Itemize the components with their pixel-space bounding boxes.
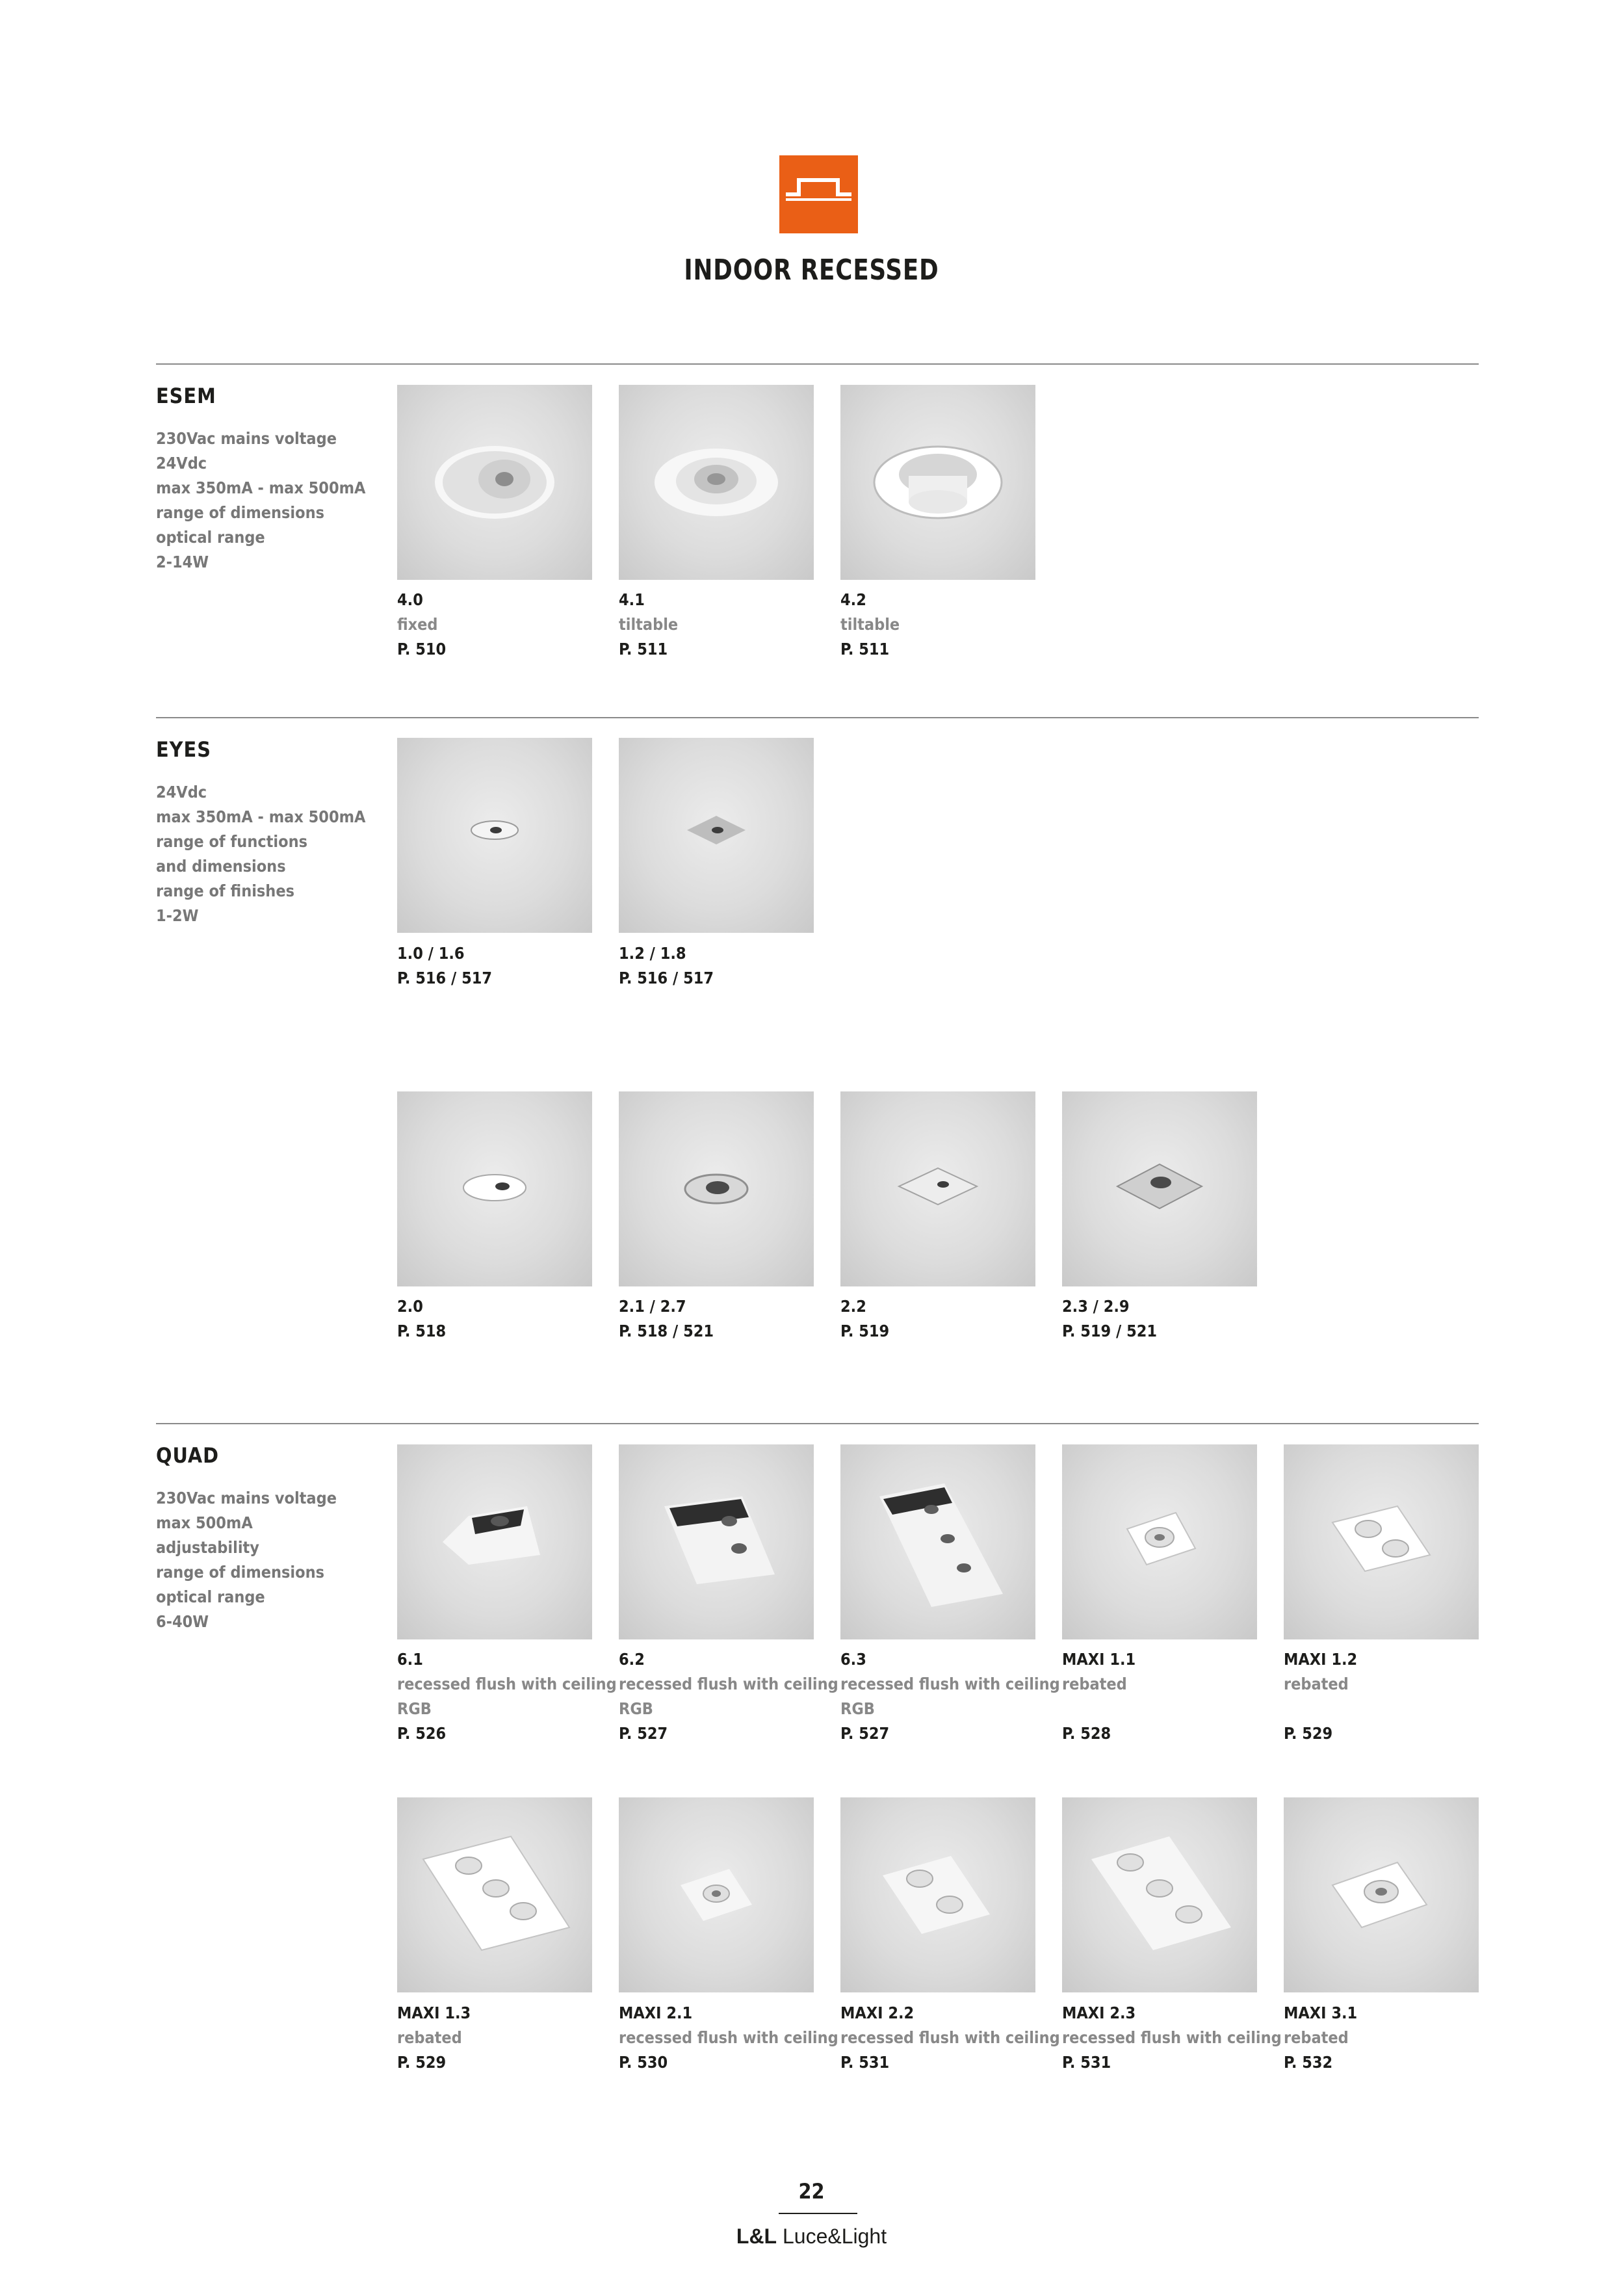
brand-bold: L&L [736,2224,777,2248]
product-page-ref[interactable]: P. 526 [397,1724,447,1743]
product-code: MAXI 1.1 [1062,1650,1136,1669]
product-page-ref[interactable]: P. 519 / 521 [1062,1322,1158,1340]
product-desc: recessed flush with ceiling [397,1675,617,1693]
product-photo-quad-maxi-1-2[interactable] [1284,1444,1479,1639]
product-photo-eyes-2-2[interactable] [840,1091,1035,1286]
product-desc: tiltable [619,615,679,634]
product-page-ref[interactable]: P. 529 [1284,1724,1333,1743]
product-desc: recessed flush with ceiling [619,2028,838,2047]
product-caption [397,1647,617,1746]
section-specs-eyes [156,780,403,928]
product-caption [840,1294,1055,1344]
product-caption [397,588,612,662]
product-code: 6.3 [840,1650,866,1669]
product-page-ref[interactable]: P. 519 [840,1322,890,1340]
product-caption [1284,2001,1498,2075]
product-code: 6.1 [397,1650,423,1669]
product-photo-quad-6-3[interactable] [840,1444,1035,1639]
product-caption [619,1647,838,1746]
product-extra: RGB [619,1699,653,1718]
footer-divider [779,2213,857,2214]
product-caption [840,2001,1060,2075]
product-photo-esem-4-2[interactable] [840,385,1035,580]
product-code: MAXI 2.2 [840,2003,915,2022]
spec-line: 2-14W [156,553,209,571]
product-page-ref[interactable]: P. 510 [397,640,447,659]
page-number: 22 [798,2179,825,2204]
product-page-ref[interactable]: P. 527 [840,1724,890,1743]
product-code: 4.1 [619,590,645,609]
product-photo-quad-maxi-2-1[interactable] [619,1797,814,1992]
product-desc: rebated [1062,1675,1127,1693]
section-specs-quad [156,1486,403,1634]
product-photo-quad-maxi-2-3[interactable] [1062,1797,1257,1992]
product-photo-quad-6-1[interactable] [397,1444,592,1639]
spec-line: range of dimensions [156,1563,324,1582]
product-caption [619,1294,833,1344]
product-caption [1062,1647,1277,1746]
spec-line: range of functions [156,832,307,851]
product-code: 2.2 [840,1297,866,1316]
product-page-ref[interactable]: P. 518 [397,1322,447,1340]
spec-line: 24Vdc [156,454,207,473]
product-photo-quad-maxi-1-3[interactable] [397,1797,592,1992]
product-code: 2.1 / 2.7 [619,1297,686,1316]
product-code: MAXI 1.2 [1284,1650,1358,1669]
product-photo-quad-6-2[interactable] [619,1444,814,1639]
product-code: MAXI 2.1 [619,2003,693,2022]
product-code: 4.0 [397,590,423,609]
product-photo-esem-4-1[interactable] [619,385,814,580]
product-desc: recessed flush with ceiling [619,1675,838,1693]
spec-line: 6-40W [156,1612,209,1631]
product-extra: RGB [397,1699,432,1718]
product-desc: rebated [397,2028,462,2047]
product-caption [619,588,833,662]
spec-line: 230Vac mains voltage [156,429,337,448]
spec-line: max 350mA - max 500mA [156,807,366,826]
product-desc: tiltable [840,615,900,634]
product-caption [397,2001,612,2075]
product-photo-eyes-2-1[interactable] [619,1091,814,1286]
product-photo-eyes-1-2[interactable] [619,738,814,933]
product-page-ref[interactable]: P. 527 [619,1724,668,1743]
product-code: 1.0 / 1.6 [397,944,465,963]
spec-line: max 350mA - max 500mA [156,478,366,497]
product-code: 4.2 [840,590,866,609]
spec-line: max 500mA [156,1513,253,1532]
product-caption [397,941,612,991]
spec-line: range of dimensions [156,503,324,522]
product-page-ref[interactable]: P. 531 [1062,2053,1111,2072]
product-code: 2.3 / 2.9 [1062,1297,1130,1316]
section-divider [156,717,1479,718]
product-desc: rebated [1284,1675,1349,1693]
section-divider [156,1423,1479,1424]
product-photo-quad-maxi-3-1[interactable] [1284,1797,1479,1992]
product-caption [1062,2001,1282,2075]
product-extra: RGB [840,1699,875,1718]
product-page-ref[interactable]: P. 531 [840,2053,890,2072]
product-caption [840,588,1055,662]
spacer [1062,1697,1277,1721]
product-caption [1062,1294,1277,1344]
section-divider [156,363,1479,365]
product-code: 1.2 / 1.8 [619,944,686,963]
product-photo-quad-maxi-1-1[interactable] [1062,1444,1257,1639]
section-title-eyes: EYES [156,737,211,762]
spec-line: adjustability [156,1538,259,1557]
product-caption [840,1647,1060,1746]
product-page-ref[interactable]: P. 516 / 517 [397,969,493,987]
spacer [1284,1697,1498,1721]
product-photo-eyes-2-0[interactable] [397,1091,592,1286]
section-title-quad: QUAD [156,1443,220,1468]
spec-line: 230Vac mains voltage [156,1489,337,1507]
product-page-ref[interactable]: P. 528 [1062,1724,1111,1743]
section-title-esem: ESEM [156,384,216,408]
product-desc: recessed flush with ceiling [840,1675,1060,1693]
spec-line: optical range [156,528,265,547]
product-photo-esem-4-0[interactable] [397,385,592,580]
spec-line: and dimensions [156,857,286,876]
product-page-ref[interactable]: P. 516 / 517 [619,969,714,987]
product-photo-quad-maxi-2-2[interactable] [840,1797,1035,1992]
spec-line: range of finishes [156,881,294,900]
product-caption [397,1294,612,1344]
product-photo-eyes-2-3[interactable] [1062,1091,1257,1286]
brand-logo [0,2224,1623,2249]
spec-line: 24Vdc [156,783,207,802]
product-desc: rebated [1284,2028,1349,2047]
product-photo-eyes-1-0[interactable] [397,738,592,933]
spec-line: optical range [156,1587,265,1606]
product-page-ref[interactable]: P. 532 [1284,2053,1333,2072]
product-caption [1284,1647,1498,1746]
spec-line: 1-2W [156,906,199,925]
product-desc: recessed flush with ceiling [1062,2028,1282,2047]
product-page-ref[interactable]: P. 511 [840,640,890,659]
product-caption [619,941,833,991]
product-code: 6.2 [619,1650,645,1669]
product-page-ref[interactable]: P. 518 / 521 [619,1322,714,1340]
product-code: MAXI 3.1 [1284,2003,1358,2022]
section-specs-esem [156,426,403,575]
product-page-ref[interactable]: P. 511 [619,640,668,659]
recessed-light-icon [779,155,858,233]
product-page-ref[interactable]: P. 530 [619,2053,668,2072]
product-desc: recessed flush with ceiling [840,2028,1060,2047]
brand-name: Luce&Light [782,2224,887,2248]
page-title: INDOOR RECESSED [684,254,939,287]
product-code: 2.0 [397,1297,423,1316]
product-code: MAXI 2.3 [1062,2003,1136,2022]
product-desc: fixed [397,615,438,634]
product-code: MAXI 1.3 [397,2003,471,2022]
product-caption [619,2001,838,2075]
product-page-ref[interactable]: P. 529 [397,2053,447,2072]
